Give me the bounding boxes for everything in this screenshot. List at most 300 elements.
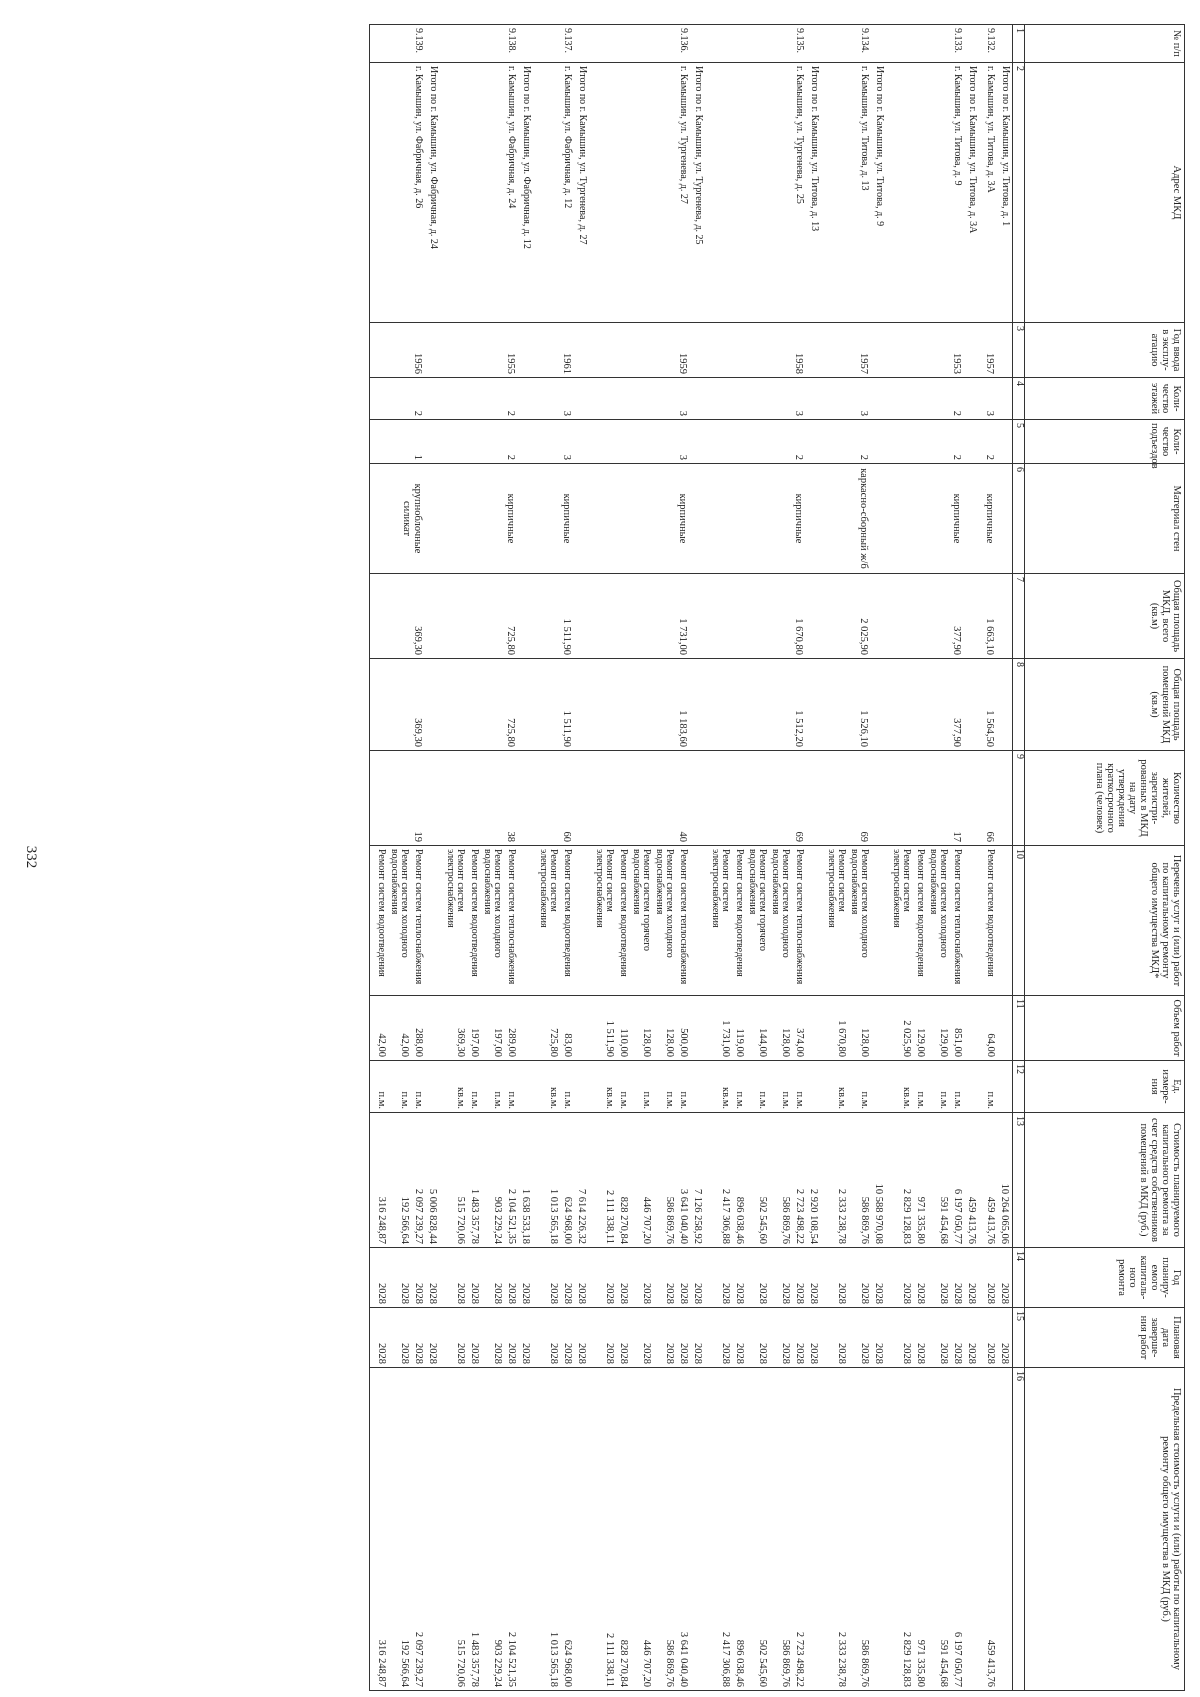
cell xyxy=(871,574,886,659)
cell xyxy=(997,63,1013,323)
cell xyxy=(425,996,440,1061)
work-end-date: 2028 xyxy=(398,1343,410,1364)
work-volume: 110,00 xyxy=(617,1028,629,1057)
column-header-9: Количество жителей, зарегистри-рованных в МКД на дату утверждения краткосрочного плана (человек) xyxy=(1025,751,1185,846)
total-year: 2028 xyxy=(426,1283,438,1304)
cell xyxy=(806,63,821,323)
cell xyxy=(806,1113,821,1248)
cell xyxy=(997,751,1013,846)
work-year: 2028 xyxy=(640,1283,652,1304)
cell xyxy=(705,751,806,846)
cell xyxy=(806,378,821,420)
cell xyxy=(533,659,574,751)
work-limit-cost: 192 566,64 xyxy=(398,1639,410,1687)
column-number: 7 xyxy=(1013,574,1025,659)
cell xyxy=(533,996,574,1061)
column-header-1: № п/п xyxy=(1025,25,1185,63)
cell xyxy=(871,323,886,378)
work-volume: 42,00 xyxy=(398,1033,410,1057)
cell xyxy=(690,63,705,323)
column-number: 6 xyxy=(1013,464,1025,574)
total-cost: 5 006 828,44 xyxy=(426,1188,438,1244)
cell xyxy=(964,1113,979,1248)
cell xyxy=(589,574,690,659)
cell xyxy=(821,659,871,751)
floors-count: 2 xyxy=(950,410,962,416)
work-volume: 129,00 xyxy=(937,1028,949,1057)
total-address: Итого по г. Камышин, ул. Титова, д. 3А xyxy=(966,66,978,234)
work-limit-cost: 2 097 239,27 xyxy=(412,1631,424,1687)
work-year: 2028 xyxy=(914,1283,926,1304)
cell xyxy=(886,378,964,420)
residents-count: 66 xyxy=(983,831,995,842)
rooms-area: 1 526,10 xyxy=(857,710,869,747)
cell xyxy=(806,996,821,1061)
work-cost: 3 641 040,40 xyxy=(677,1188,689,1244)
column-number: 8 xyxy=(1013,659,1025,751)
house-address: г. Камышин, ул. Титова, д. 3А xyxy=(984,66,996,193)
work-limit-cost: 3 641 040,40 xyxy=(677,1631,689,1687)
work-year: 2028 xyxy=(858,1283,870,1304)
work-volume: 1 511,90 xyxy=(603,1020,615,1057)
total-year: 2028 xyxy=(872,1283,884,1304)
work-name: Ремонт систем водоотведения xyxy=(468,849,480,977)
cell xyxy=(440,996,518,1061)
work-unit: п.м. xyxy=(412,1091,424,1109)
cell xyxy=(369,996,425,1061)
work-volume: 129,00 xyxy=(914,1028,926,1057)
cell xyxy=(821,420,871,464)
cell xyxy=(964,464,979,574)
work-end-date: 2028 xyxy=(733,1343,745,1364)
cell xyxy=(964,1061,979,1113)
cell xyxy=(369,751,425,846)
work-limit-cost: 6 197 050,77 xyxy=(951,1631,963,1687)
work-volume: 197,00 xyxy=(468,1028,480,1057)
wall-material: кирпичные xyxy=(950,493,962,544)
work-cost: 192 566,64 xyxy=(398,1196,410,1244)
cell xyxy=(589,751,690,846)
cell xyxy=(806,1061,821,1113)
work-end-date: 2028 xyxy=(677,1343,689,1364)
work-unit: п.м. xyxy=(951,1091,963,1109)
cell xyxy=(979,1248,997,1308)
total-row xyxy=(964,25,979,1691)
work-cost: 624 968,00 xyxy=(561,1196,573,1244)
work-volume: 119,00 xyxy=(733,1028,745,1057)
work-end-date: 2028 xyxy=(454,1343,466,1364)
cell xyxy=(705,323,806,378)
cell xyxy=(871,1248,886,1308)
cell xyxy=(425,378,440,420)
work-cost: 459 413,76 xyxy=(984,1196,996,1244)
work-end-date: 2028 xyxy=(756,1343,768,1364)
total-address: Итого по г. Камышин, ул. Титова, д. 9 xyxy=(873,66,885,227)
floors-count: 3 xyxy=(792,410,804,416)
work-limit-cost: 591 454,68 xyxy=(937,1639,949,1687)
cell xyxy=(705,1308,806,1368)
cell xyxy=(440,659,518,751)
column-number: 13 xyxy=(1013,1113,1025,1248)
total-address: Итого по г. Камышин, ул. Фабричная, д. 24 xyxy=(427,66,439,249)
cell xyxy=(589,659,690,751)
column-number: 9 xyxy=(1013,751,1025,846)
work-unit: п.м. xyxy=(733,1091,745,1109)
cell xyxy=(440,323,518,378)
work-name: Ремонт систем теплоснабжения xyxy=(412,849,424,985)
work-end-date: 2028 xyxy=(505,1343,517,1364)
cell xyxy=(964,1368,979,1691)
cell xyxy=(518,996,533,1061)
residents-count: 38 xyxy=(504,831,516,842)
work-end-date: 2028 xyxy=(603,1343,615,1364)
work-unit: п.м. xyxy=(398,1091,410,1109)
cell xyxy=(589,420,690,464)
cell xyxy=(533,420,574,464)
work-name: Ремонт систем холодного водоснабжения xyxy=(769,849,791,958)
work-unit: п.м. xyxy=(858,1091,870,1109)
entrances-count: 1 xyxy=(411,454,423,460)
work-end-date: 2028 xyxy=(951,1343,963,1364)
capital-repair-table xyxy=(369,24,1185,1691)
row-number: 9.134. xyxy=(858,28,870,53)
cell xyxy=(871,846,886,996)
column-header-2: Адрес МКД xyxy=(1025,63,1185,323)
cell xyxy=(425,574,440,659)
cell xyxy=(690,846,705,996)
cell xyxy=(886,420,964,464)
work-cost: 446 707,20 xyxy=(640,1196,652,1244)
cell xyxy=(690,1308,705,1368)
cell xyxy=(369,1113,425,1248)
rooms-area: 1 512,20 xyxy=(792,710,804,747)
residents-count: 40 xyxy=(676,831,688,842)
cell xyxy=(425,1061,440,1113)
cell xyxy=(871,751,886,846)
rooms-area: 1 183,60 xyxy=(676,710,688,747)
work-limit-cost: 446 707,20 xyxy=(640,1639,652,1687)
total-area: 369,30 xyxy=(411,626,423,655)
cell xyxy=(997,1368,1013,1691)
work-year: 2028 xyxy=(561,1283,573,1304)
cell xyxy=(705,1061,806,1113)
work-limit-cost: 316 248,87 xyxy=(375,1639,387,1687)
house-row xyxy=(705,25,806,1691)
cell xyxy=(821,63,871,323)
cell xyxy=(690,323,705,378)
rooms-area: 377,90 xyxy=(950,718,962,747)
work-limit-cost: 586 869,76 xyxy=(858,1639,870,1687)
work-cost: 586 869,76 xyxy=(663,1196,675,1244)
total-area: 725,80 xyxy=(504,626,516,655)
cell xyxy=(574,420,589,464)
cell xyxy=(440,1061,518,1113)
column-number: 16 xyxy=(1013,1368,1025,1691)
total-cost: 7 126 258,92 xyxy=(691,1188,703,1244)
work-end-date: 2028 xyxy=(984,1343,996,1364)
cell xyxy=(589,464,690,574)
cell xyxy=(690,1113,705,1248)
house-address: г. Камышин, ул. Фабричная, д. 26 xyxy=(412,66,424,209)
column-header-7: Общая площадь МКД, всего (кв.м) xyxy=(1025,574,1185,659)
work-cost: 2 723 498,22 xyxy=(793,1188,805,1244)
entrances-count: 3 xyxy=(676,454,688,460)
cell xyxy=(589,1368,690,1691)
cell xyxy=(979,420,997,464)
cell xyxy=(964,63,979,323)
column-header-12: Ед. измере-ния xyxy=(1025,1061,1185,1113)
work-end-date: 2028 xyxy=(617,1343,629,1364)
cell xyxy=(574,323,589,378)
work-year: 2028 xyxy=(454,1283,466,1304)
cell xyxy=(369,1248,425,1308)
cell xyxy=(871,1368,886,1691)
cell xyxy=(997,1061,1013,1113)
cell xyxy=(964,1308,979,1368)
work-volume: 369,30 xyxy=(454,1028,466,1057)
work-end-date: 2028 xyxy=(858,1343,870,1364)
work-year: 2028 xyxy=(617,1283,629,1304)
work-volume: 725,80 xyxy=(547,1028,559,1057)
work-name: Ремонт систем водоотведения xyxy=(375,849,387,977)
year-built: 1958 xyxy=(792,353,804,374)
column-number: 2 xyxy=(1013,63,1025,323)
cell xyxy=(806,846,821,996)
cell xyxy=(886,1248,964,1308)
cell xyxy=(533,25,574,63)
total-year: 2028 xyxy=(965,1283,977,1304)
residents-count: 17 xyxy=(950,831,962,842)
cell xyxy=(425,25,440,63)
row-number: 9.135. xyxy=(793,28,805,53)
cell xyxy=(574,846,589,996)
cell xyxy=(574,1368,589,1691)
cell xyxy=(871,464,886,574)
work-limit-cost: 2 333 238,78 xyxy=(835,1631,847,1687)
cell xyxy=(440,846,518,996)
cell xyxy=(705,1113,806,1248)
cell xyxy=(589,1113,690,1248)
cell xyxy=(533,378,574,420)
work-cost: 971 335,80 xyxy=(914,1196,926,1244)
column-header-10: Перечень услуг и (или) работ по капитальному ремонту общего имущества МКД* xyxy=(1025,846,1185,996)
total-row xyxy=(690,25,705,1691)
cell xyxy=(690,464,705,574)
work-end-date: 2028 xyxy=(547,1343,559,1364)
work-name: Ремонт систем теплоснабжения xyxy=(505,849,517,985)
cell xyxy=(806,464,821,574)
entrances-count: 2 xyxy=(983,454,995,460)
cell xyxy=(964,846,979,996)
work-limit-cost: 1 483 357,78 xyxy=(468,1631,480,1687)
cell xyxy=(574,1061,589,1113)
column-header-6: Материал стен xyxy=(1025,464,1185,574)
floors-count: 3 xyxy=(560,410,572,416)
work-year: 2028 xyxy=(677,1283,689,1304)
cell xyxy=(589,25,690,63)
work-volume: 144,00 xyxy=(756,1028,768,1057)
house-row xyxy=(589,25,690,1691)
entrances-count: 3 xyxy=(560,454,572,460)
cell xyxy=(997,464,1013,574)
cell xyxy=(518,1308,533,1368)
work-name: Ремонт систем водоотведения xyxy=(733,849,745,977)
cell xyxy=(369,846,425,996)
work-unit: п.м. xyxy=(793,1091,805,1109)
cell xyxy=(964,1248,979,1308)
work-limit-cost: 2 417 306,88 xyxy=(719,1631,731,1687)
house-row xyxy=(979,25,997,1691)
work-year: 2028 xyxy=(398,1283,410,1304)
house-address: г. Камышин, ул. Фабричная, д. 12 xyxy=(561,66,573,209)
work-name: Ремонт систем водоотведения xyxy=(561,849,573,977)
residents-count: 19 xyxy=(411,831,423,842)
residents-count: 60 xyxy=(560,831,572,842)
work-volume: 2 025,90 xyxy=(900,1020,912,1057)
total-area: 1 731,00 xyxy=(676,618,688,655)
wall-material: каркасно-сборный ж/б xyxy=(857,468,869,569)
year-built: 1957 xyxy=(857,353,869,374)
work-year: 2028 xyxy=(663,1283,675,1304)
cell xyxy=(806,323,821,378)
cell xyxy=(369,323,425,378)
work-end-date: 2028 xyxy=(900,1343,912,1364)
column-header-13: Стоимость планируемого капитального ремонта за счет средств собственников помещений в МКД (руб.) xyxy=(1025,1113,1185,1248)
cell xyxy=(705,378,806,420)
cell xyxy=(574,574,589,659)
column-header-11: Объем работ xyxy=(1025,996,1185,1061)
total-row xyxy=(518,25,533,1691)
row-number: 9.138. xyxy=(505,28,517,53)
cell xyxy=(440,1248,518,1308)
total-year: 2028 xyxy=(691,1283,703,1304)
cell xyxy=(533,1368,574,1691)
cell xyxy=(979,1368,997,1691)
house-row xyxy=(533,25,574,1691)
cell xyxy=(574,63,589,323)
work-cost: 591 454,68 xyxy=(937,1196,949,1244)
wall-material: кирпичные xyxy=(560,493,572,544)
cell xyxy=(369,574,425,659)
cell xyxy=(574,1248,589,1308)
work-volume: 289,00 xyxy=(505,1028,517,1057)
work-unit: п.м. xyxy=(375,1091,387,1109)
column-header-3: Год ввода в эксплу-атацию xyxy=(1025,323,1185,378)
work-unit: п.м. xyxy=(663,1091,675,1109)
work-unit: п.м. xyxy=(677,1091,689,1109)
cell xyxy=(886,1308,964,1368)
work-year: 2028 xyxy=(984,1283,996,1304)
cell xyxy=(440,25,518,63)
cell xyxy=(533,1248,574,1308)
cell xyxy=(369,464,425,574)
header-row xyxy=(1025,25,1185,1691)
cell xyxy=(518,751,533,846)
work-name: Ремонт систем водоотведения xyxy=(914,849,926,977)
cell xyxy=(821,378,871,420)
year-built: 1953 xyxy=(950,353,962,374)
work-name: Ремонт систем теплоснабжения xyxy=(793,849,805,985)
work-end-date: 2028 xyxy=(793,1343,805,1364)
work-cost: 2 097 239,27 xyxy=(412,1188,424,1244)
row-number: 9.137. xyxy=(561,28,573,53)
cell xyxy=(440,574,518,659)
cell xyxy=(871,659,886,751)
cell xyxy=(979,378,997,420)
work-unit: п.м. xyxy=(914,1091,926,1109)
cell xyxy=(589,63,690,323)
total-end-date: 2028 xyxy=(519,1343,531,1364)
work-end-date: 2028 xyxy=(561,1343,573,1364)
cell xyxy=(369,378,425,420)
cell xyxy=(871,1061,886,1113)
work-limit-cost: 971 335,80 xyxy=(914,1639,926,1687)
cell xyxy=(997,574,1013,659)
cell xyxy=(997,378,1013,420)
work-name: Ремонт систем электроснабжения xyxy=(890,849,912,928)
cell xyxy=(589,846,690,996)
work-volume: 288,00 xyxy=(412,1028,424,1057)
row-number: 9.139. xyxy=(412,28,424,53)
work-volume: 1 731,00 xyxy=(719,1020,731,1057)
rooms-area: 725,80 xyxy=(504,718,516,747)
cell xyxy=(806,420,821,464)
work-end-date: 2028 xyxy=(375,1343,387,1364)
entrances-count: 2 xyxy=(857,454,869,460)
cell xyxy=(964,25,979,63)
work-cost: 586 869,76 xyxy=(779,1196,791,1244)
work-name: Ремонт систем электроснабжения xyxy=(444,849,466,928)
cell xyxy=(705,996,806,1061)
work-name: Ремонт систем горячего водоснабжения xyxy=(630,849,652,952)
work-cost: 2 417 306,88 xyxy=(719,1188,731,1244)
cell xyxy=(533,1308,574,1368)
cell xyxy=(871,420,886,464)
row-number: 9.133. xyxy=(951,28,963,53)
total-end-date: 2028 xyxy=(999,1343,1010,1364)
cell xyxy=(886,25,964,63)
work-unit: п.м. xyxy=(491,1091,503,1109)
work-name: Ремонт систем холодного водоснабжения xyxy=(927,849,949,958)
rooms-area: 1 564,50 xyxy=(983,710,995,747)
cell xyxy=(369,25,425,63)
cell xyxy=(533,1061,574,1113)
house-row xyxy=(886,25,964,1691)
work-name: Ремонт систем холодного водоснабжения xyxy=(653,849,675,958)
work-year: 2028 xyxy=(756,1283,768,1304)
cell xyxy=(425,63,440,323)
cell xyxy=(705,63,806,323)
cell xyxy=(821,846,871,996)
work-year: 2028 xyxy=(412,1283,424,1304)
total-address: Итого по г. Камышин, ул. Титова, д. 13 xyxy=(808,66,820,232)
work-limit-cost: 2 723 498,22 xyxy=(793,1631,805,1687)
cell xyxy=(886,996,964,1061)
total-end-date: 2028 xyxy=(965,1343,977,1364)
house-address: г. Камышин, ул. Титова, д. 9 xyxy=(951,66,963,186)
cell xyxy=(886,659,964,751)
work-volume: 128,00 xyxy=(779,1028,791,1057)
cell xyxy=(440,420,518,464)
cell xyxy=(871,63,886,323)
column-header-16: Предельная стоимость услуги и (или) работы по капитальному ремонту общего имущества в МКД (руб.) xyxy=(1025,1368,1185,1691)
work-volume: 500,00 xyxy=(677,1028,689,1057)
rooms-area: 369,30 xyxy=(411,718,423,747)
work-name: Ремонт систем холодного водоснабжения xyxy=(481,849,503,958)
rooms-area: 1 511,90 xyxy=(560,710,572,747)
total-area: 377,90 xyxy=(950,626,962,655)
work-volume: 374,00 xyxy=(793,1028,805,1057)
